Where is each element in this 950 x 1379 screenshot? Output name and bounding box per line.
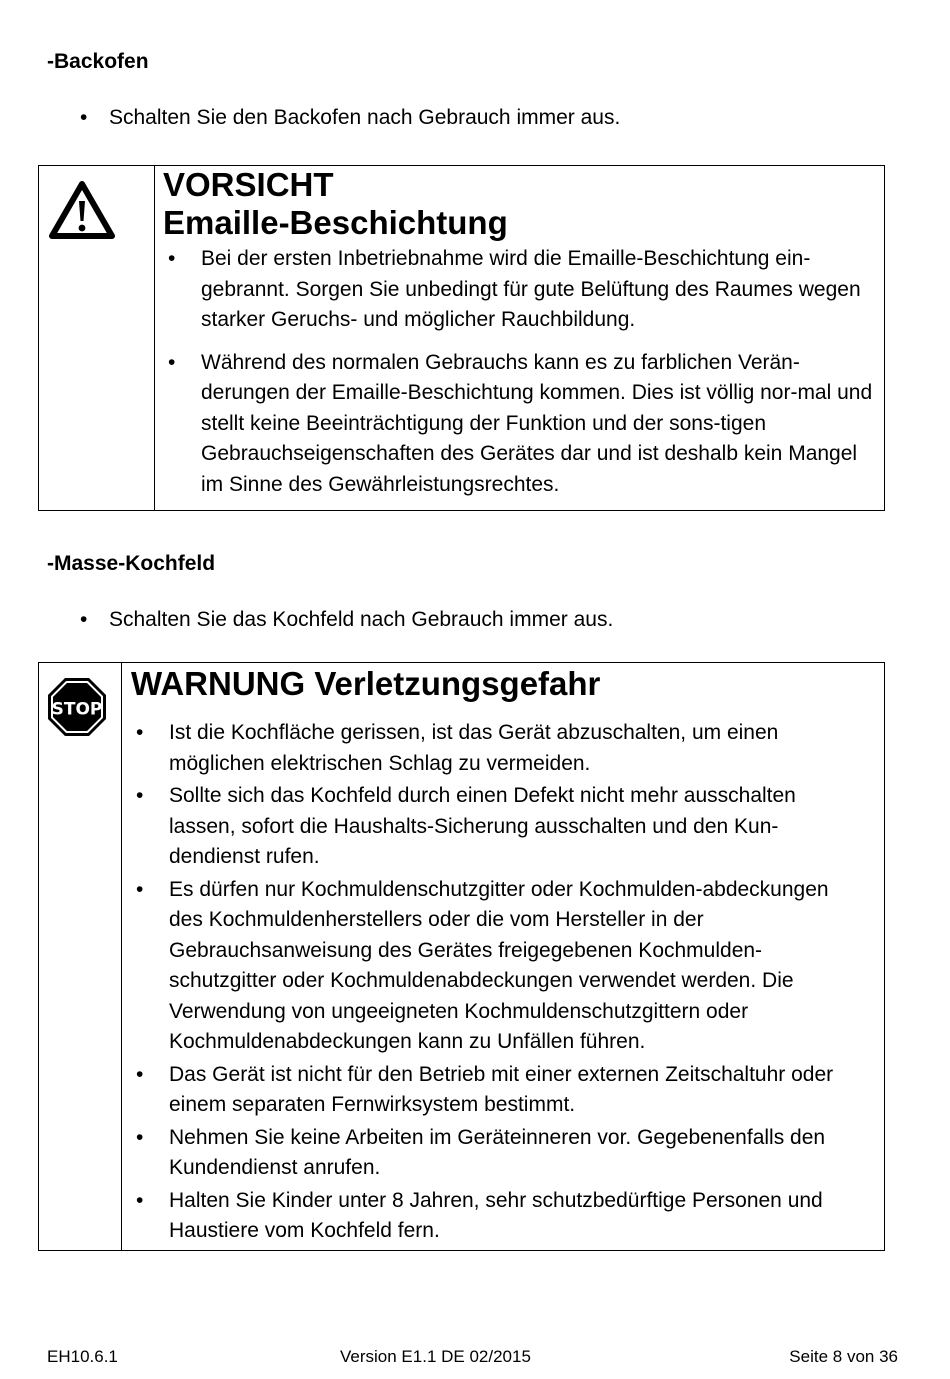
caution-item: • Während des normalen Gebrauchs kann es zu farblichen Verän-derungen der Emaille-Beschichtung kommen. Dies ist völlig nor-mal und stellt keine Beeinträchtigung der Funktion und der sons-tigen Gebrauchseigenschaften des Gerätes dar und ist deshalb kein Mangel im Sinne des Gewährleistungsrechtes.: [163, 348, 874, 501]
caution-icon-cell: [39, 166, 155, 510]
section-heading-backofen: -Backofen: [47, 50, 149, 73]
kochfeld-bullet: • Schalten Sie das Kochfeld nach Gebrauch immer aus.: [80, 608, 614, 631]
caution-title: VORSICHT: [163, 166, 334, 203]
warning-title: WARNUNG Verletzungsgefahr: [131, 665, 601, 702]
backofen-bullet-text: Schalten Sie den Backofen nach Gebrauch immer aus.: [109, 106, 621, 129]
warning-item: • Sollte sich das Kochfeld durch einen Defekt nicht mehr ausschalten lassen, sofort die Haushalts-Sicherung ausschalten und den Kun-dendienst rufen.: [131, 781, 860, 873]
caution-item: • Bei der ersten Inbetriebnahme wird die Emaille-Beschichtung ein-gebrannt. Sorgen Sie unbedingt für gute Belüftung des Raumes wegen starker Geruchs- und möglicher Rauchbildung.: [163, 244, 874, 336]
caution-list: [163, 244, 874, 500]
caution-box: [38, 165, 885, 511]
warning-icon-cell: [39, 663, 122, 1250]
warning-item: • Halten Sie Kinder unter 8 Jahren, sehr schutzbedürftige Personen und Haustiere vom Kochfeld fern.: [131, 1186, 860, 1247]
warning-item: • Es dürfen nur Kochmuldenschutzgitter oder Kochmulden-abdeckungen des Kochmuldenherstellers oder die vom Hersteller in der Gebrauchsanweisung des Gerätes freigegebenen Kochmulden-schutzgitter oder Kochmuldenabdeckungen verwendet werden. Die Verwendung von ungeeigneten Kochmuldenschutzgittern oder Kochmuldenabdeckungen kann zu Unfällen führen.: [131, 875, 860, 1058]
footer-doc-id: EH10.6.1: [47, 1347, 118, 1366]
warning-content: [131, 663, 874, 1247]
stop-sign-label: STOP: [51, 699, 103, 720]
warning-item: • Ist die Kochfläche gerissen, ist das Gerät abzuschalten, um einen möglichen elektrischen Schlag zu vermeiden.: [131, 718, 860, 779]
warning-list: [131, 718, 874, 1247]
warning-item: • Nehmen Sie keine Arbeiten im Geräteinneren vor. Gegebenenfalls den Kundendienst anrufen.: [131, 1123, 860, 1184]
section-heading-masse-kochfeld: -Masse-Kochfeld: [47, 552, 216, 575]
backofen-bullet: • Schalten Sie den Backofen nach Gebrauch immer aus.: [80, 106, 621, 129]
stop-sign-icon: [47, 677, 107, 737]
caution-subtitle: Emaille-Beschichtung: [163, 204, 508, 241]
footer-version: Version E1.1 DE 02/2015: [340, 1347, 531, 1366]
footer-page-number: Seite 8 von 36: [789, 1347, 898, 1366]
warning-item: • Das Gerät ist nicht für den Betrieb mit einer externen Zeitschaltuhr oder einem separaten Fernwirksystem bestimmt.: [131, 1060, 860, 1121]
kochfeld-bullet-text: Schalten Sie das Kochfeld nach Gebrauch immer aus.: [109, 608, 614, 631]
warning-triangle-icon: [49, 181, 115, 239]
caution-content: [163, 166, 874, 500]
warning-box: [38, 662, 885, 1251]
